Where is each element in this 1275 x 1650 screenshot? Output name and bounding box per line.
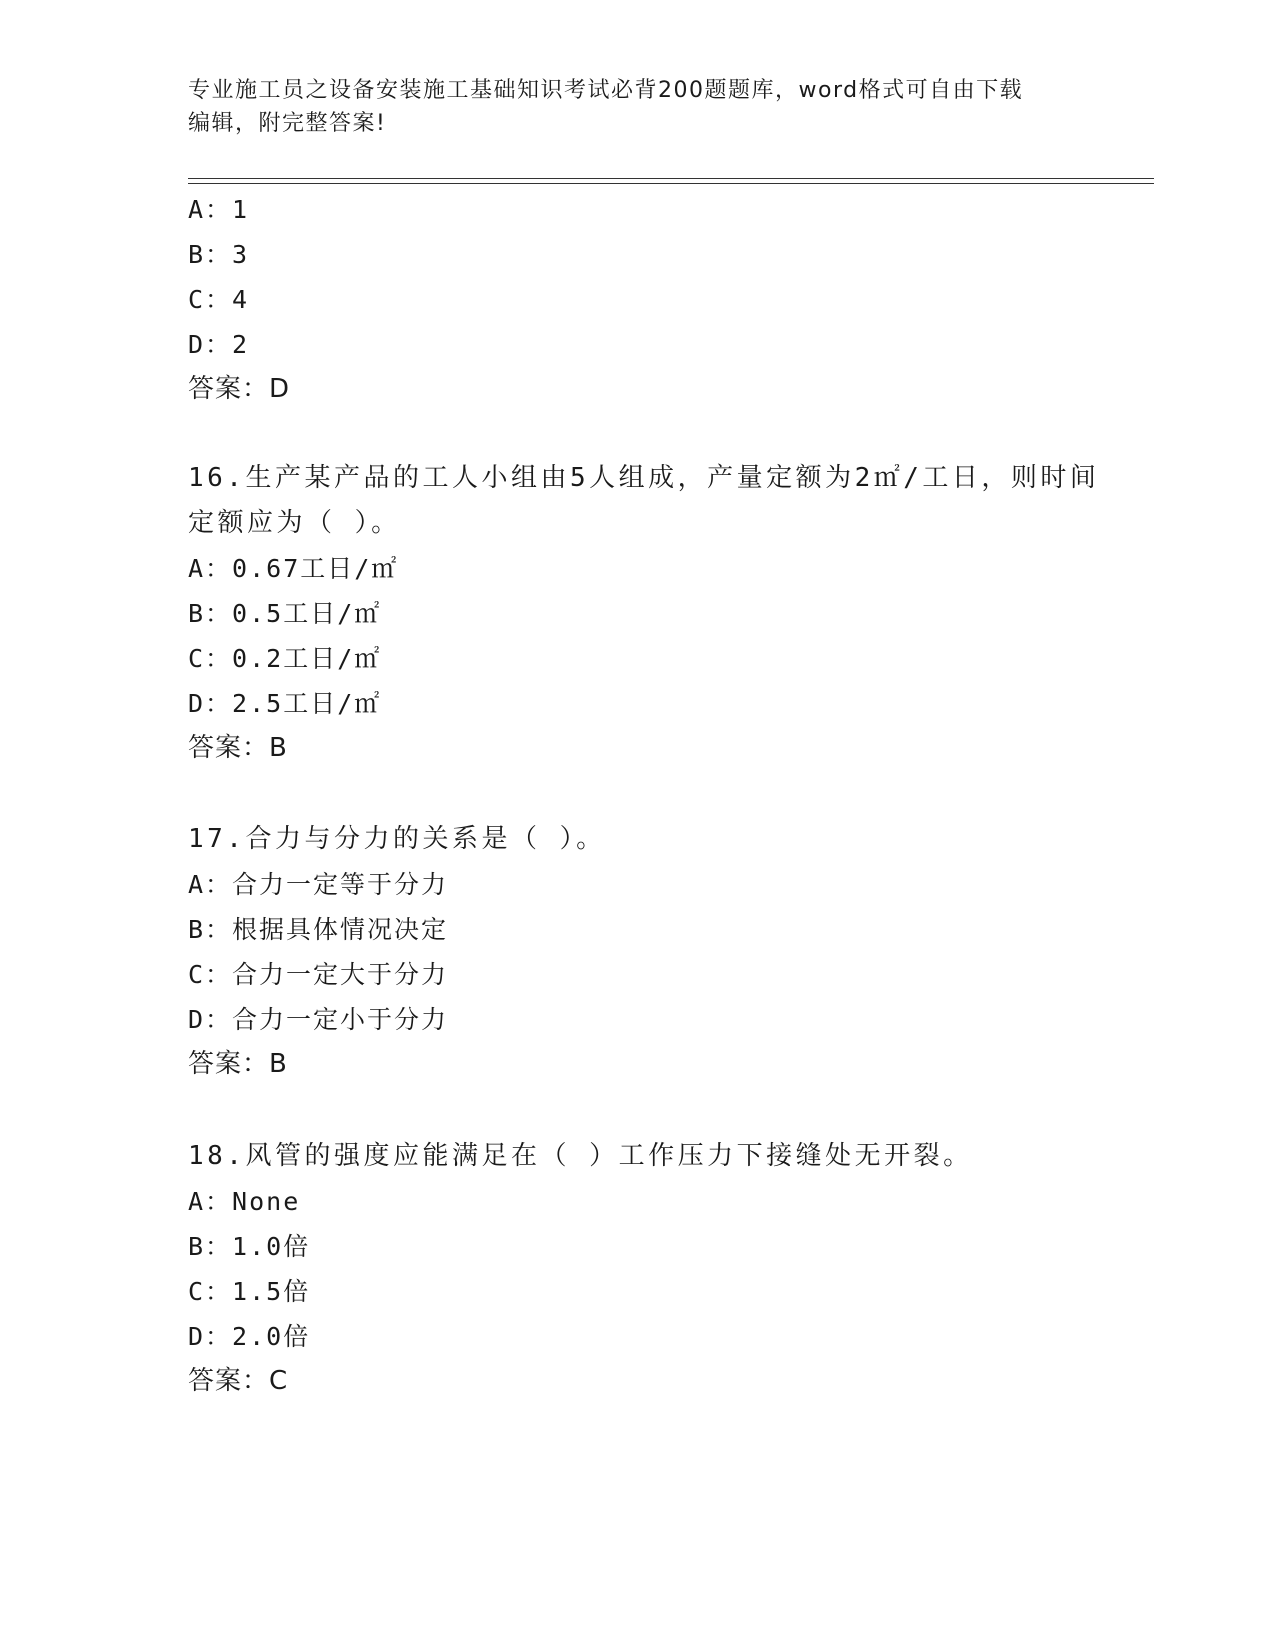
q18-option-a: A：None <box>188 1187 301 1216</box>
q16-stem-line-2: 定额应为（ ）。 <box>188 508 401 538</box>
header-divider-bottom <box>188 183 1154 184</box>
q16-answer: 答案：B <box>188 733 288 763</box>
q18-option-d: D：2.0倍 <box>188 1322 311 1351</box>
q17-stem: 17.合力与分力的关系是（ ）。 <box>188 824 606 854</box>
q15-option-c: C：4 <box>188 285 250 314</box>
header-line-1: 专业施工员之设备安装施工基础知识考试必背200题题库，word格式可自由下载 <box>188 78 1024 103</box>
q16-option-c: C：0.2工日/㎡ <box>188 644 382 673</box>
q17-option-b: B：根据具体情况决定 <box>188 915 449 944</box>
header-divider-top <box>188 178 1154 179</box>
q16-option-a: A：0.67工日/㎡ <box>188 554 399 583</box>
q17-answer: 答案：B <box>188 1049 288 1079</box>
q17-option-c: C：合力一定大于分力 <box>188 960 449 989</box>
q16-option-b: B：0.5工日/㎡ <box>188 599 382 628</box>
q18-stem: 18.风管的强度应能满足在（ ）工作压力下接缝处无开裂。 <box>188 1141 973 1171</box>
q16-stem-line-1: 16.生产某产品的工人小组由5人组成，产量定额为2㎡/工日，则时间 <box>188 463 1100 493</box>
document-header <box>188 74 1068 140</box>
q15-option-d: D：2 <box>188 330 250 359</box>
q15-answer: 答案：D <box>188 374 291 404</box>
q16-option-d: D：2.5工日/㎡ <box>188 689 382 718</box>
q18-answer: 答案：C <box>188 1366 289 1396</box>
q15-option-b: B：3 <box>188 240 250 269</box>
q15-option-a: A：1 <box>188 195 250 224</box>
q18-option-b: B：1.0倍 <box>188 1232 311 1261</box>
q17-option-d: D：合力一定小于分力 <box>188 1005 449 1034</box>
q17-option-a: A：合力一定等于分力 <box>188 870 449 899</box>
header-line-2: 编辑，附完整答案! <box>188 111 387 136</box>
q18-option-c: C：1.5倍 <box>188 1277 311 1306</box>
